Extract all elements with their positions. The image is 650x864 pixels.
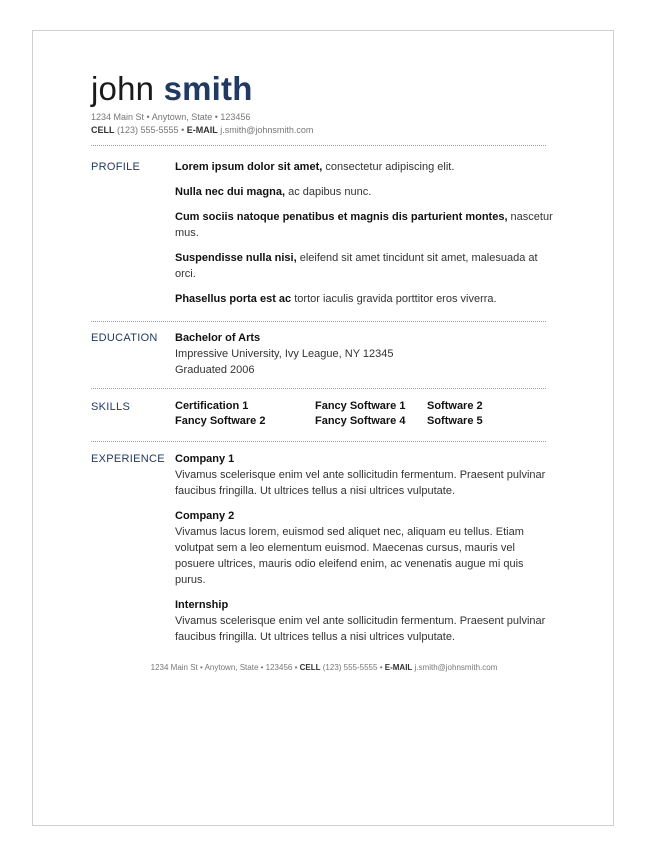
divider xyxy=(91,145,546,146)
footer-email-label: E-MAIL xyxy=(384,663,413,672)
resume-page xyxy=(32,30,614,826)
divider xyxy=(91,321,546,322)
resume-name xyxy=(91,69,253,109)
education-section xyxy=(175,330,555,378)
profile-item: Suspendisse nulla nisi, eleifend sit amet tincidunt sit amet, malesuada at orci. xyxy=(175,252,538,280)
first-name: john xyxy=(91,70,155,107)
experience-item xyxy=(175,451,555,499)
header-address: 1234 Main St • Anytown, State • 123456 xyxy=(91,112,251,122)
profile-item: Cum sociis natoque penatibus et magnis dis parturient montes, nascetur mus. xyxy=(175,211,553,239)
experience-description: Vivamus lacus lorem, euismod sed aliquet nec, aliquam eu tellus. Etiam volutpat sem a leo elementum euismod. Maecenas cursus, mauris vel posuere ultrices, mauris odio eleifend enim, ac venenatis augue mi quis purus. xyxy=(175,526,524,586)
divider xyxy=(91,388,546,389)
cell-label: CELL xyxy=(91,125,115,135)
last-name: smith xyxy=(163,70,253,107)
email-address[interactable]: j.smith@johnsmith.com xyxy=(220,125,314,135)
skill-item: Software 5 xyxy=(427,415,483,427)
footer-email-address[interactable]: j.smith@johnsmith.com xyxy=(414,663,498,672)
section-label-skills: SKILLS xyxy=(91,401,131,413)
footer-separator: • xyxy=(379,663,383,672)
footer-separator: • xyxy=(294,663,298,672)
education-degree: Bachelor of Arts xyxy=(175,332,261,344)
section-label-experience: EXPERIENCE xyxy=(91,453,165,465)
education-graduated: Graduated 2006 xyxy=(175,364,255,376)
skill-item: Software 2 xyxy=(427,400,483,412)
profile-item: Lorem ipsum dolor sit amet, consectetur adipiscing elit. xyxy=(175,161,455,173)
profile-item: Nulla nec dui magna, ac dapibus nunc. xyxy=(175,186,372,198)
experience-description: Vivamus scelerisque enim vel ante sollicitudin fermentum. Praesent pulvinar faucibus fringilla. Ut ultrices tellus a nisi ultrices vulputate. xyxy=(175,469,546,497)
divider xyxy=(91,441,546,442)
experience-title: Company 1 xyxy=(175,453,235,465)
footer-cell-number: (123) 555-5555 xyxy=(322,663,378,672)
contact-separator: • xyxy=(181,125,185,135)
section-label-education: EDUCATION xyxy=(91,332,158,344)
email-label: E-MAIL xyxy=(186,125,218,135)
header-contact xyxy=(91,124,313,136)
footer-address: 1234 Main St • Anytown, State • 123456 xyxy=(150,663,293,672)
experience-description: Vivamus scelerisque enim vel ante sollicitudin fermentum. Praesent pulvinar faucibus fringilla. Ut ultrices tellus a nisi ultrices vulputate. xyxy=(175,615,546,643)
experience-section xyxy=(175,451,555,654)
education-school: Impressive University, Ivy League, NY 12345 xyxy=(175,348,394,360)
skill-item: Certification 1 xyxy=(175,400,249,412)
skill-item: Fancy Software 2 xyxy=(175,415,266,427)
experience-title: Internship xyxy=(175,599,229,611)
skill-item: Fancy Software 1 xyxy=(315,400,406,412)
experience-item xyxy=(175,597,555,645)
experience-item xyxy=(175,508,555,588)
section-label-profile: PROFILE xyxy=(91,161,141,173)
footer-cell-label: CELL xyxy=(299,663,321,672)
footer-contact xyxy=(33,663,615,672)
skill-item: Fancy Software 4 xyxy=(315,415,406,427)
cell-number: (123) 555-5555 xyxy=(117,125,179,135)
profile-section xyxy=(175,159,555,316)
experience-title: Company 2 xyxy=(175,510,235,522)
profile-item: Phasellus porta est ac tortor iaculis gravida porttitor eros viverra. xyxy=(175,293,497,305)
